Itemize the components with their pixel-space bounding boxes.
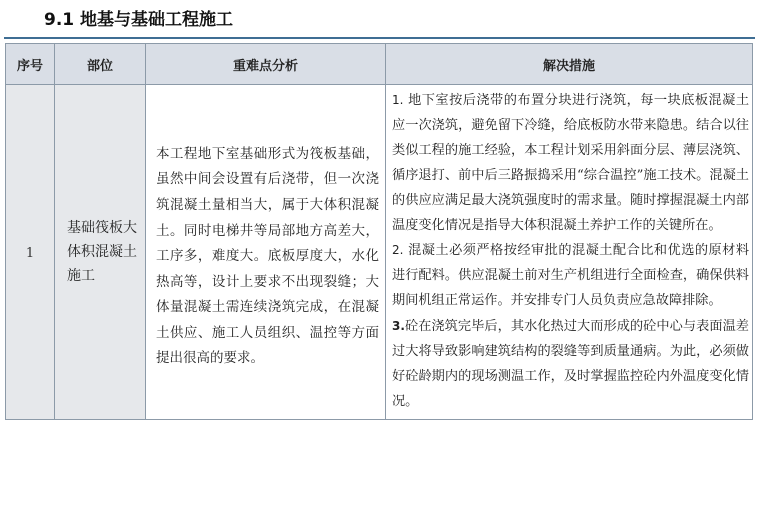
- measure-number: 2.: [392, 243, 404, 258]
- header-analysis: 重难点分析: [146, 44, 386, 85]
- measure-item-1: [392, 88, 749, 238]
- measure-text: 混凝土必须严格按经审批的混凝土配合比和优选的原材料进行配料。供应混凝土前对生产机组进行全面检查，确保供料期间机组正常运作。并安排专门人员负责应急故障排除。: [392, 243, 750, 309]
- row-index: 1: [6, 85, 55, 420]
- measure-item-2: [392, 238, 749, 314]
- row-measures: [386, 85, 753, 420]
- table-header-row: [6, 44, 753, 85]
- measure-number: 3.: [392, 319, 405, 334]
- section-heading: 9.1 地基与基础工程施工: [44, 10, 234, 30]
- header-measures: 解决措施: [386, 44, 753, 85]
- header-index: 序号: [6, 44, 55, 85]
- header-part: 部位: [55, 44, 146, 85]
- table-row: [6, 85, 753, 420]
- row-analysis: 本工程地下室基础形式为筏板基础，虽然中间会设置有后浇带，但一次浇筑混凝土量相当大，属于大体积混凝土。同时电梯井等局部地方高差大，工序多，难度大。底板厚度大，水化热高等，设计上要求不出现裂缝；大体量混凝土需连续浇筑完成，在混凝土供应、施工人员组织、温控等方面提出很高的要求。: [146, 85, 386, 420]
- table-top-rule: [4, 37, 755, 39]
- measure-number: 1.: [392, 93, 404, 107]
- measure-text: 砼在浇筑完毕后，其水化热过大而形成的砼中心与表面温差过大将导致影响建筑结构的裂缝等到质量通病。为此，必须做好砼龄期内的现场测温工作，及时掌握监控砼内外温度变化情况。: [392, 319, 749, 409]
- measure-item-3: [392, 314, 749, 415]
- construction-difficulties-table: [5, 43, 753, 420]
- measure-text: 地下室按后浇带的布置分块进行浇筑，每一块底板混凝土应一次浇筑，避免留下冷缝，给底板防水带来隐患。结合以往类似工程的施工经验，本工程计划采用斜面分层、薄层浇筑、循序退打、前中后三路振捣采用“综合温控”施工技术。混凝土的供应应满足最大浇筑强度时的需求量。随时撑握混凝土内部温度变化情况是指导大体积混凝土养护工作的关键所在。: [392, 93, 750, 233]
- row-part: 基础筏板大体积混凝土施工: [55, 85, 146, 420]
